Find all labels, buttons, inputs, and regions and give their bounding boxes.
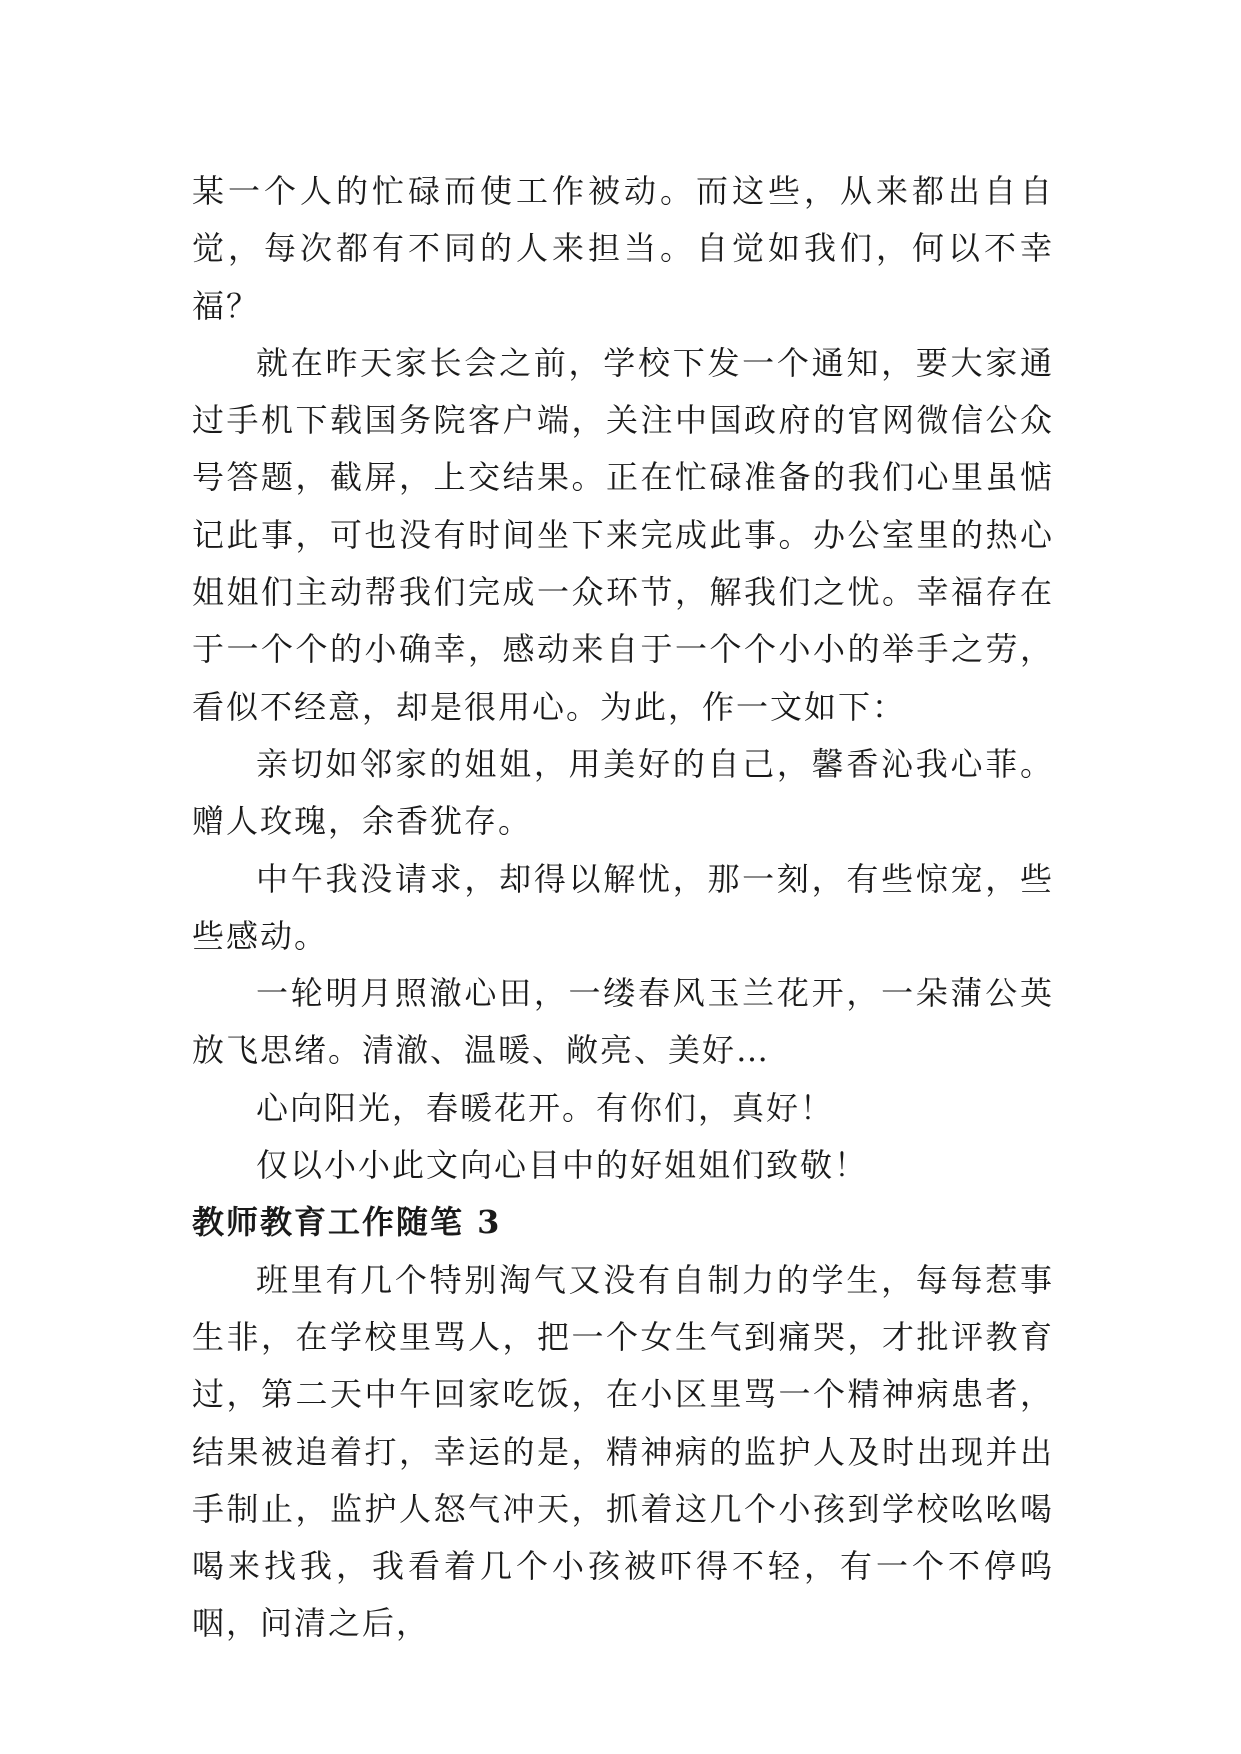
paragraph-1: 某一个人的忙碌而使工作被动。而这些，从来都出自自觉，每次都有不同的人来担当。自觉如我们，何以不幸福？ — [192, 172, 1054, 325]
paragraph-2: 就在昨天家长会之前，学校下发一个通知，要大家通过手机下载国务院客户端，关注中国政府的官网微信公众号答题，截屏，上交结果。正在忙碌准备的我们心里虽惦记此事，可也没有时间坐下来完成此事。办公室里的热心姐姐们主动帮我们完成一众环节，解我们之忧。幸福存在于一个个的小确幸，感动来自于一个个小小的举手之劳，看似不经意，却是很用心。为此，作一文如下： — [192, 343, 1054, 726]
paragraph-8: 班里有几个特别淘气又没有自制力的学生，每每惹事生非，在学校里骂人，把一个女生气到痛哭，才批评教育过，第二天中午回家吃饭，在小区里骂一个精神病患者，结果被追着打，幸运的是，精神病的监护人及时出现并出手制止，监护人怒气冲天，抓着这几个小孩到学校吆吆喝喝来找我，我看着几个小孩被吓得不轻，有一个不停呜咽，问清之后， — [192, 1260, 1054, 1643]
paragraph-6: 心向阳光，春暖花开。有你们，真好！ — [256, 1088, 835, 1127]
paragraph-7: 仅以小小此文向心目中的好姐姐们致敬！ — [256, 1146, 869, 1185]
paragraph-5: 一轮明月照澈心田，一缕春风玉兰花开，一朵蒲公英放飞思绪。清澈、温暖、敞亮、美好… — [192, 974, 1054, 1070]
document-body — [192, 163, 1054, 1653]
paragraph-3: 亲切如邻家的姐姐，用美好的自己，馨香沁我心菲。赠人玫瑰，余香犹存。 — [192, 744, 1054, 841]
section-heading: 教师教育工作随笔 3 — [192, 1203, 502, 1242]
paragraph-4: 中午我没请求，却得以解忧，那一刻，有些惊宠，些些感动。 — [192, 859, 1054, 955]
